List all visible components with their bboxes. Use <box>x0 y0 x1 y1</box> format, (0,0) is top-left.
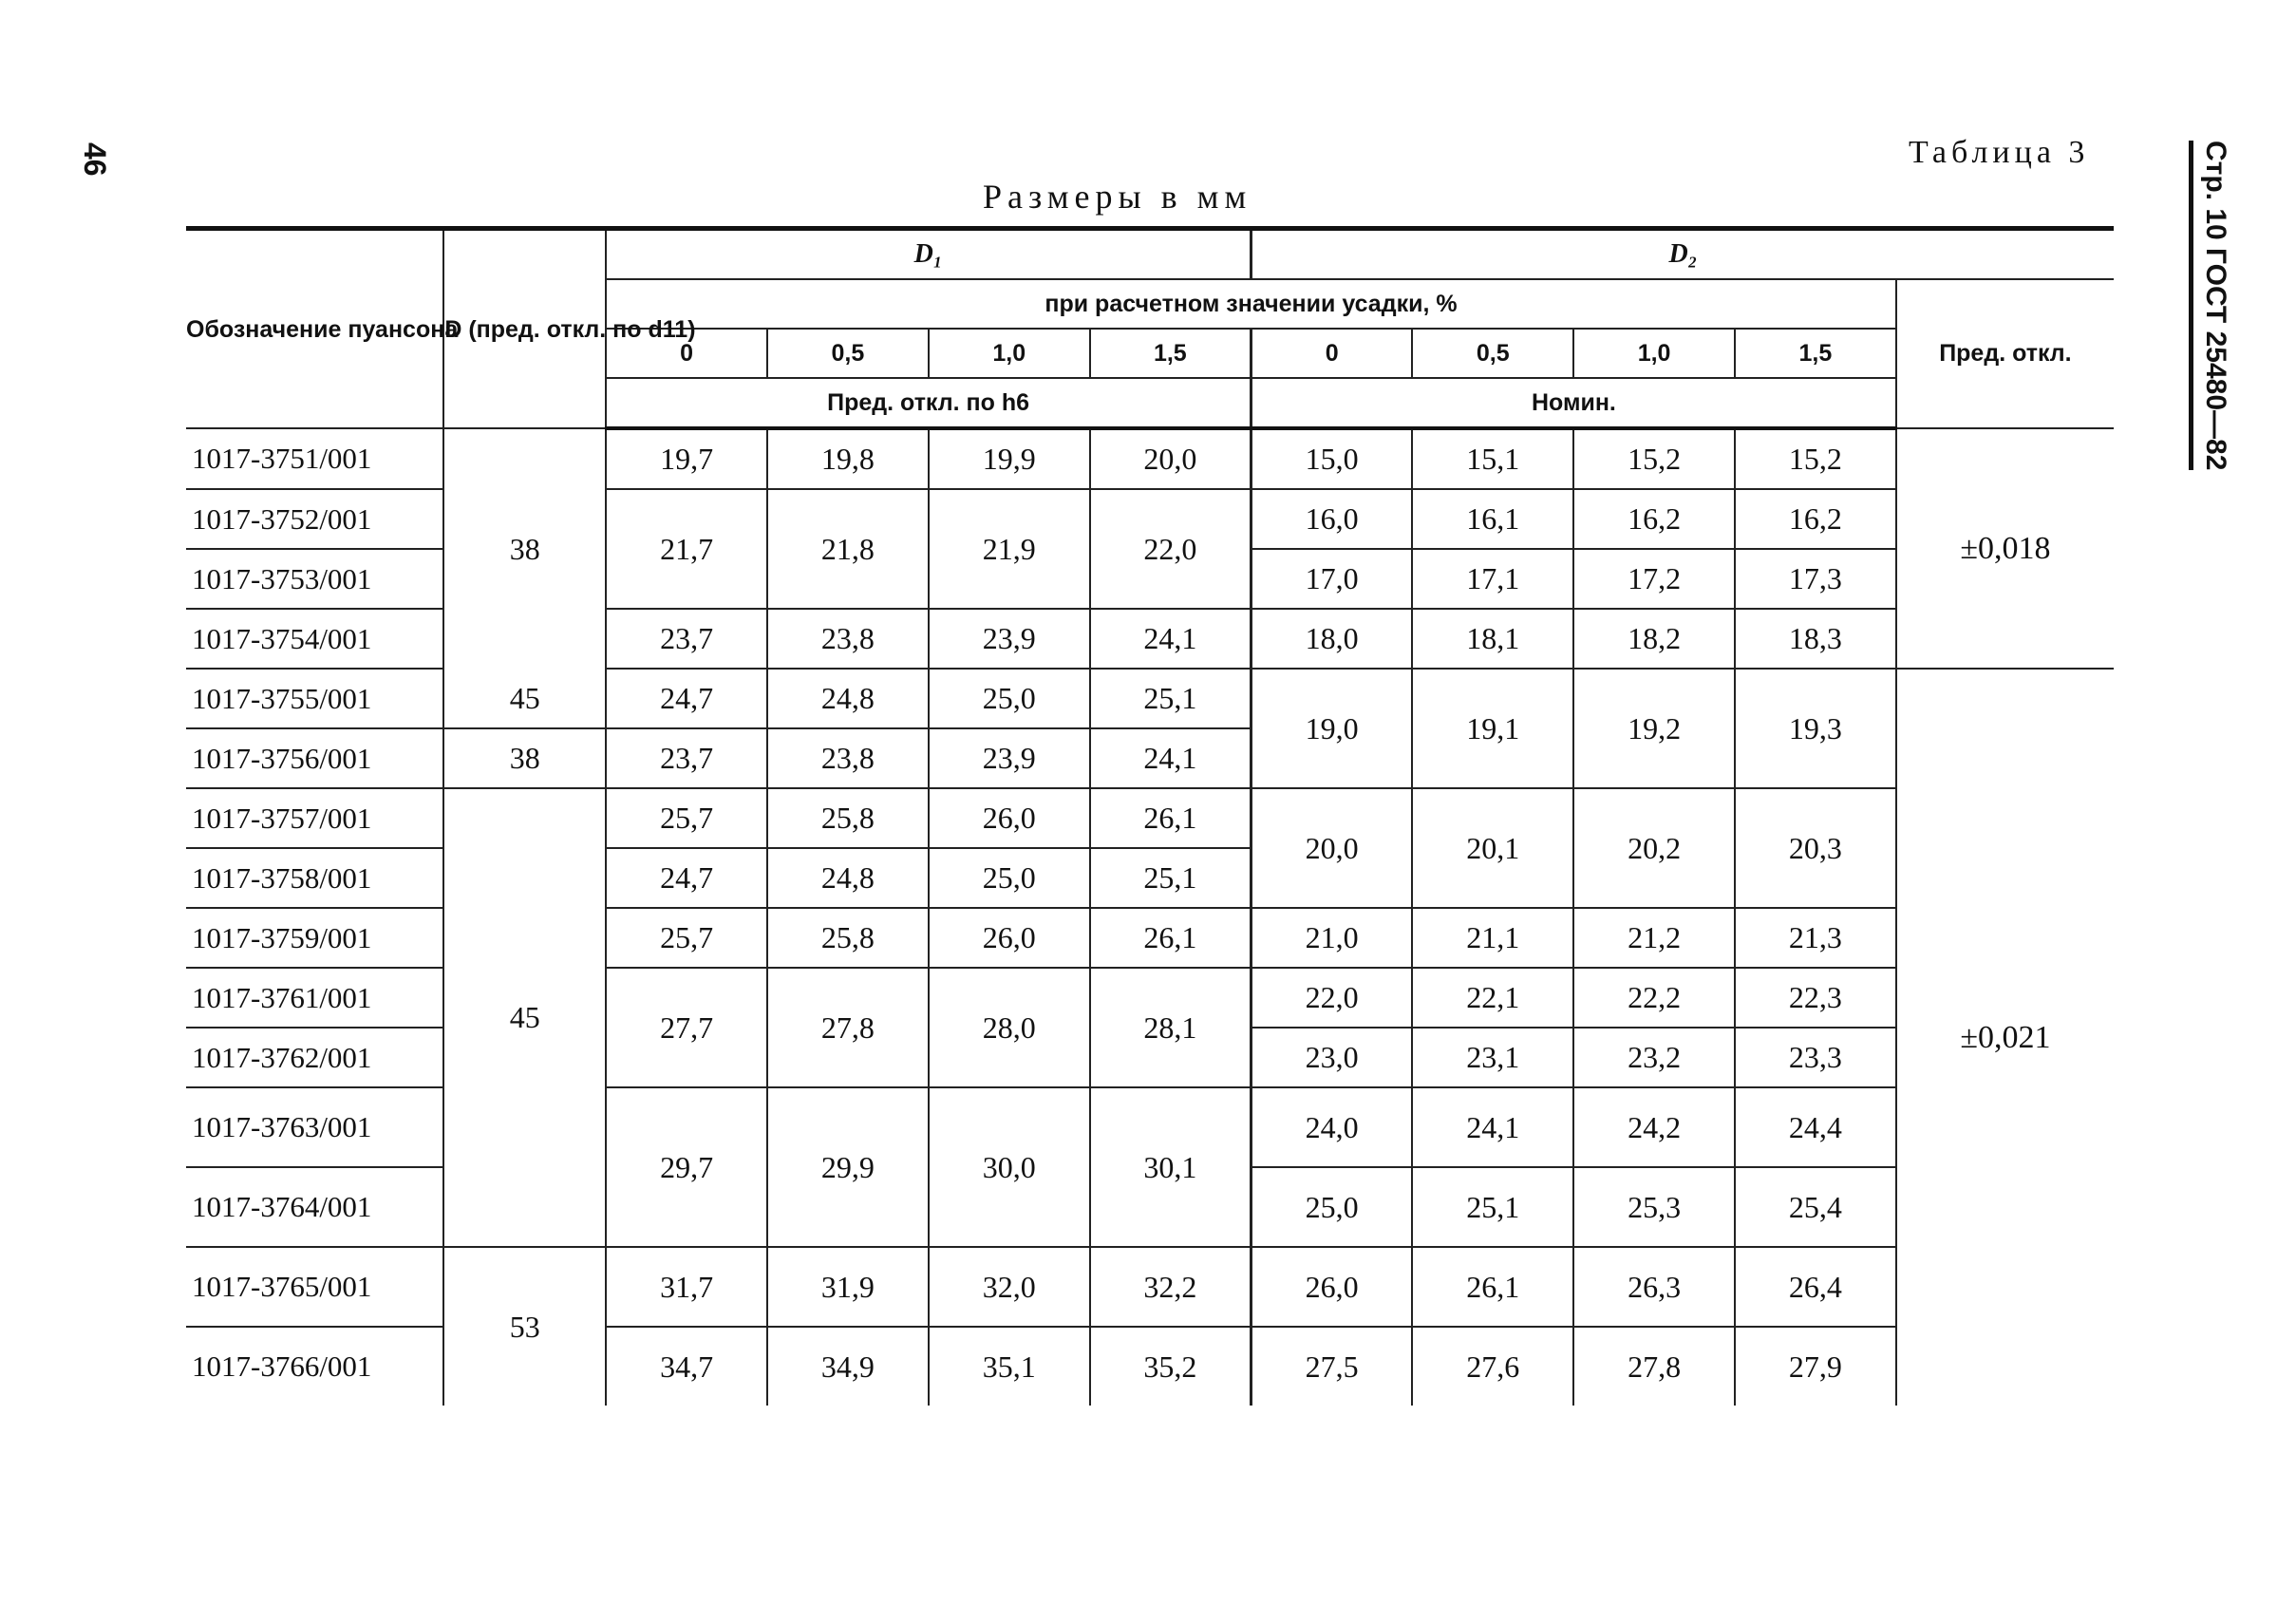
d1-cell: 30,1 <box>1090 1087 1252 1247</box>
shrink-value: 1,0 <box>1573 329 1735 378</box>
d2-cell: 17,0 <box>1252 549 1413 609</box>
d2-cell: 24,0 <box>1252 1087 1413 1167</box>
d1-cell: 23,9 <box>929 728 1090 788</box>
d2-cell: 22,0 <box>1252 968 1413 1028</box>
d2-nominal-header: Номин. <box>1252 378 1896 428</box>
punch-code: 1017-3756/001 <box>186 728 443 788</box>
d2-cell: 19,3 <box>1735 669 1896 788</box>
side-header: Стр. 10 ГОСТ 25480—82 <box>2189 141 2231 470</box>
d1-cell: 25,8 <box>767 788 929 848</box>
d2-cell: 15,0 <box>1252 428 1413 489</box>
d1-cell: 35,1 <box>929 1327 1090 1406</box>
d1-cell: 26,1 <box>1090 788 1252 848</box>
designation-header: Обозначение пуансона <box>186 229 443 429</box>
d1-cell: 34,9 <box>767 1327 929 1406</box>
d2-cell: 20,1 <box>1412 788 1573 908</box>
punch-code: 1017-3763/001 <box>186 1087 443 1167</box>
d2-cell: 27,5 <box>1252 1327 1413 1406</box>
d2-cell: 26,3 <box>1573 1247 1735 1327</box>
d1-cell: 19,7 <box>606 428 767 489</box>
shrink-value: 1,0 <box>929 329 1090 378</box>
d2-cell: 15,2 <box>1573 428 1735 489</box>
d2-cell: 22,2 <box>1573 968 1735 1028</box>
d1-cell: 22,0 <box>1090 489 1252 609</box>
tolerance-value: ±0,021 <box>1896 669 2114 1406</box>
d1-cell: 35,2 <box>1090 1327 1252 1406</box>
d1-cell: 23,7 <box>606 728 767 788</box>
d1-cell: 24,7 <box>606 669 767 728</box>
d2-cell: 16,1 <box>1412 489 1573 549</box>
d1-cell: 19,9 <box>929 428 1090 489</box>
d2-cell: 24,2 <box>1573 1087 1735 1167</box>
d1-cell: 24,1 <box>1090 609 1252 669</box>
d2-cell: 17,1 <box>1412 549 1573 609</box>
page-number: 46 <box>78 142 112 177</box>
d2-cell: 24,1 <box>1412 1087 1573 1167</box>
d1-cell: 32,2 <box>1090 1247 1252 1327</box>
d2-cell: 20,0 <box>1252 788 1413 908</box>
d1-cell: 34,7 <box>606 1327 767 1406</box>
d2-cell: 18,0 <box>1252 609 1413 669</box>
d2-cell: 25,1 <box>1412 1167 1573 1247</box>
d1-cell: 25,7 <box>606 788 767 848</box>
d1-cell: 26,0 <box>929 908 1090 968</box>
d2-cell: 17,3 <box>1735 549 1896 609</box>
table-row <box>186 788 2114 848</box>
d1-cell: 23,9 <box>929 609 1090 669</box>
d2-cell: 16,0 <box>1252 489 1413 549</box>
d2-cell: 26,4 <box>1735 1247 1896 1327</box>
d1-cell: 28,0 <box>929 968 1090 1087</box>
d1-cell: 21,8 <box>767 489 929 609</box>
d2-cell: 18,1 <box>1412 609 1573 669</box>
d2-cell: 15,1 <box>1412 428 1573 489</box>
d2-cell: 21,0 <box>1252 908 1413 968</box>
d1-cell: 20,0 <box>1090 428 1252 489</box>
d2-cell: 26,0 <box>1252 1247 1413 1327</box>
d1-cell: 26,0 <box>929 788 1090 848</box>
d1-cell: 25,0 <box>929 848 1090 908</box>
d-header: D (пред. откл. по d11) <box>443 229 606 429</box>
d-value: 38 <box>443 428 606 669</box>
punch-code: 1017-3755/001 <box>186 669 443 728</box>
d2-cell: 20,2 <box>1573 788 1735 908</box>
table-row <box>186 428 2114 489</box>
d2-cell: 18,3 <box>1735 609 1896 669</box>
d2-cell: 26,1 <box>1412 1247 1573 1327</box>
d1-cell: 24,7 <box>606 848 767 908</box>
shrink-value: 1,5 <box>1735 329 1896 378</box>
d1-cell: 24,8 <box>767 848 929 908</box>
d1-cell: 25,0 <box>929 669 1090 728</box>
shrink-value: 1,5 <box>1090 329 1252 378</box>
punch-code: 1017-3753/001 <box>186 549 443 609</box>
shrink-value: 0,5 <box>767 329 929 378</box>
d2-cell: 21,2 <box>1573 908 1735 968</box>
shrink-value: 0 <box>1252 329 1413 378</box>
d2-cell: 15,2 <box>1735 428 1896 489</box>
d1-header: D₁ <box>606 229 1251 280</box>
d1-cell: 25,8 <box>767 908 929 968</box>
d2-cell: 19,2 <box>1573 669 1735 788</box>
punch-code: 1017-3765/001 <box>186 1247 443 1327</box>
d1-cell: 24,8 <box>767 669 929 728</box>
d2-cell: 21,3 <box>1735 908 1896 968</box>
shrink-value: 0,5 <box>1412 329 1573 378</box>
d1-cell: 24,1 <box>1090 728 1252 788</box>
d1-cell: 23,7 <box>606 609 767 669</box>
d1-cell: 29,9 <box>767 1087 929 1247</box>
d1-cell: 31,9 <box>767 1247 929 1327</box>
d2-cell: 27,8 <box>1573 1327 1735 1406</box>
d2-cell: 17,2 <box>1573 549 1735 609</box>
d1-cell: 21,7 <box>606 489 767 609</box>
d1-cell: 21,9 <box>929 489 1090 609</box>
tolerance-value: ±0,018 <box>1896 428 2114 669</box>
d-value: 38 <box>443 728 606 788</box>
d2-cell: 18,2 <box>1573 609 1735 669</box>
punch-code: 1017-3751/001 <box>186 428 443 489</box>
table-row <box>186 669 2114 728</box>
punch-code: 1017-3752/001 <box>186 489 443 549</box>
punch-code: 1017-3754/001 <box>186 609 443 669</box>
d1-cell: 27,7 <box>606 968 767 1087</box>
d2-cell: 21,1 <box>1412 908 1573 968</box>
d1-cell: 30,0 <box>929 1087 1090 1247</box>
punch-code: 1017-3758/001 <box>186 848 443 908</box>
d2-cell: 23,2 <box>1573 1028 1735 1087</box>
punch-code: 1017-3764/001 <box>186 1167 443 1247</box>
d1-cell: 27,8 <box>767 968 929 1087</box>
d1-cell: 32,0 <box>929 1247 1090 1327</box>
d2-cell: 27,9 <box>1735 1327 1896 1406</box>
punch-code: 1017-3759/001 <box>186 908 443 968</box>
d1-cell: 25,7 <box>606 908 767 968</box>
d2-header: D₂ <box>1252 229 2114 280</box>
sizes-caption: Размеры в мм <box>983 178 1252 216</box>
d-value: 45 <box>443 788 606 1247</box>
d2-cell: 23,1 <box>1412 1028 1573 1087</box>
d2-cell: 20,3 <box>1735 788 1896 908</box>
d2-cell: 23,0 <box>1252 1028 1413 1087</box>
d1-cell: 25,1 <box>1090 669 1252 728</box>
punch-code: 1017-3757/001 <box>186 788 443 848</box>
d1-cell: 29,7 <box>606 1087 767 1247</box>
table-label: Таблица 3 <box>1909 135 2090 170</box>
d2-cell: 19,0 <box>1252 669 1413 788</box>
punch-code: 1017-3762/001 <box>186 1028 443 1087</box>
punch-code: 1017-3761/001 <box>186 968 443 1028</box>
d2-cell: 16,2 <box>1735 489 1896 549</box>
d1-cell: 25,1 <box>1090 848 1252 908</box>
d2-cell: 16,2 <box>1573 489 1735 549</box>
shrink-value: 0 <box>606 329 767 378</box>
d1-tolerance-header: Пред. откл. по h6 <box>606 378 1251 428</box>
dimensions-table <box>186 226 2114 1406</box>
d2-cell: 22,3 <box>1735 968 1896 1028</box>
d2-cell: 25,4 <box>1735 1167 1896 1247</box>
d1-cell: 31,7 <box>606 1247 767 1327</box>
tol-header: Пред. откл. <box>1896 279 2114 428</box>
d2-cell: 22,1 <box>1412 968 1573 1028</box>
shrink-header: при расчетном значении усадки, % <box>606 279 1896 329</box>
d2-cell: 25,0 <box>1252 1167 1413 1247</box>
d1-cell: 23,8 <box>767 728 929 788</box>
d1-cell: 19,8 <box>767 428 929 489</box>
d2-cell: 27,6 <box>1412 1327 1573 1406</box>
d1-cell: 28,1 <box>1090 968 1252 1087</box>
d2-cell: 24,4 <box>1735 1087 1896 1167</box>
d-value: 45 <box>443 669 606 728</box>
d-value: 53 <box>443 1247 606 1406</box>
d1-cell: 23,8 <box>767 609 929 669</box>
punch-code: 1017-3766/001 <box>192 1349 372 1383</box>
table-row <box>186 1247 2114 1327</box>
d2-cell: 19,1 <box>1412 669 1573 788</box>
d2-cell: 23,3 <box>1735 1028 1896 1087</box>
d1-cell: 26,1 <box>1090 908 1252 968</box>
header-row-1 <box>186 229 2114 280</box>
d2-cell: 25,3 <box>1573 1167 1735 1247</box>
